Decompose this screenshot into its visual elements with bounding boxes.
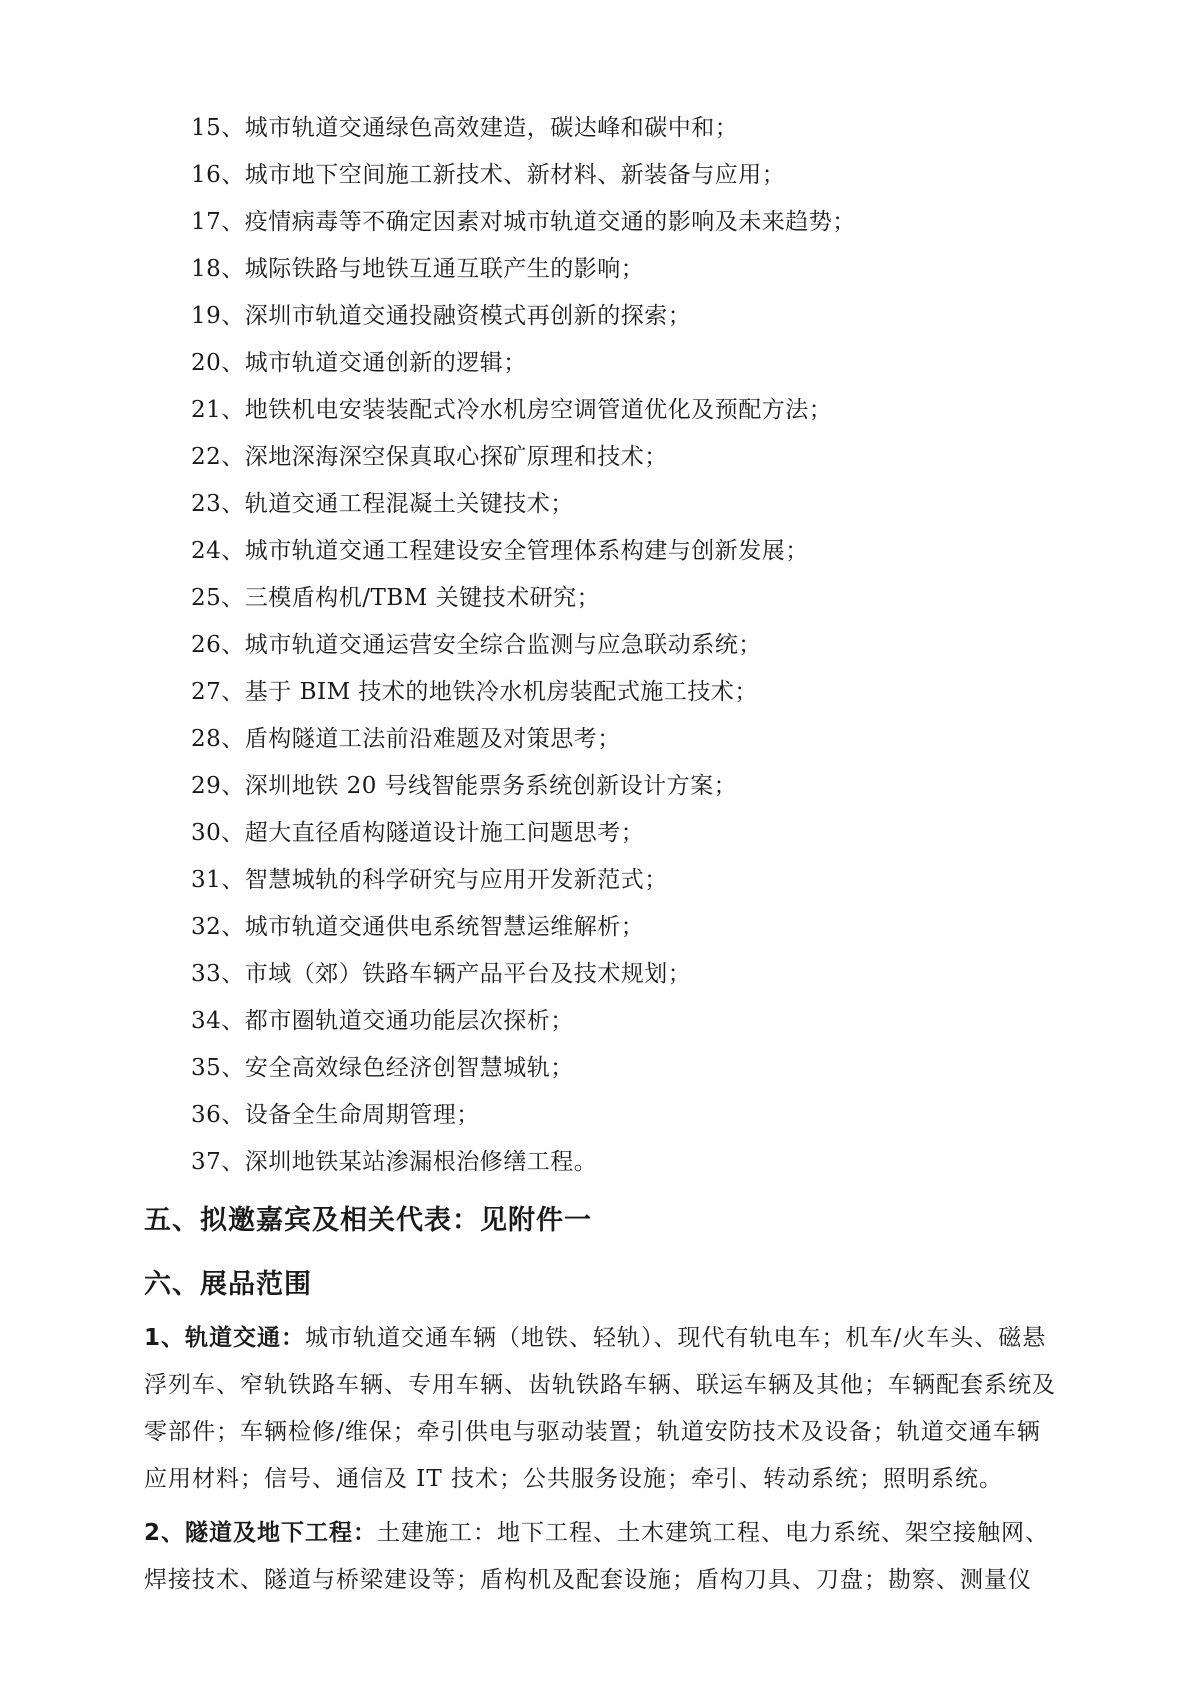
list-item: 25、三模盾构机/TBM 关键技术研究；: [191, 585, 601, 611]
topic-list: [191, 105, 856, 1186]
paragraph-lead: 1、轨道交通：: [144, 1325, 306, 1351]
list-item: 20、城市轨道交通创新的逻辑；: [191, 350, 527, 376]
list-item: 33、市域（郊）铁路车辆产品平台及技术规划；: [191, 961, 692, 987]
list-item: 18、城际铁路与地铁互通互联产生的影响；: [191, 256, 645, 282]
list-item: 21、地铁机电安装装配式冷水机房空调管道优化及预配方法；: [191, 397, 833, 423]
list-item: 34、都市圈轨道交通功能层次探析；: [191, 1008, 574, 1034]
list-item: 28、盾构隧道工法前沿难题及对策思考；: [191, 726, 621, 752]
exhibit-paragraph-tunnel: [144, 1510, 1064, 1604]
list-item: 29、深圳地铁 20 号线智能票务系统创新设计方案；: [191, 773, 738, 799]
list-item: 30、超大直径盾构隧道设计施工问题思考；: [191, 820, 645, 846]
exhibit-paragraph-rail-transit: [144, 1315, 1064, 1503]
list-item: 22、深地深海深空保真取心探矿原理和技术；: [191, 444, 668, 470]
list-item: 17、疫情病毒等不确定因素对城市轨道交通的影响及未来趋势；: [191, 209, 856, 235]
list-item: 26、城市轨道交通运营安全综合监测与应急联动系统；: [191, 632, 762, 658]
paragraph-body: 城市轨道交通车辆（地铁、轻轨）、现代有轨电车；机车/火车头、磁悬浮列车、窄轨铁路车辆、专用车辆、齿轨铁路车辆、联运车辆及其他；车辆配套系统及零部件；车辆检修/维保；牵引供电与驱动装置；轨道安防技术及设备；轨道交通车辆应用材料；信号、通信及 IT 技术；公共服务设施；牵引、转动系统；照明系统。: [144, 1325, 1056, 1492]
paragraph-body: 土建施工：地下工程、土木建筑工程、电力系统、架空接触网、焊接技术、隧道与桥梁建设等；盾构机及配套设施；盾构刀具、刀盘；勘察、测量仪: [144, 1520, 1050, 1593]
list-item: 15、城市轨道交通绿色高效建造，碳达峰和碳中和；: [191, 115, 739, 141]
list-item: 32、城市轨道交通供电系统智慧运维解析；: [191, 914, 645, 940]
list-item: 36、设备全生命周期管理；: [191, 1102, 480, 1128]
paragraph-lead: 2、隧道及地下工程：: [144, 1520, 378, 1546]
list-item: 24、城市轨道交通工程建设安全管理体系构建与创新发展；: [191, 538, 809, 564]
list-item: 31、智慧城轨的科学研究与应用开发新范式；: [191, 867, 668, 893]
section-heading-exhibits: 六、展品范围: [144, 1269, 312, 1300]
list-item: 23、轨道交通工程混凝土关键技术；: [191, 491, 574, 517]
section-heading-guests: 五、拟邀嘉宾及相关代表：见附件一: [144, 1205, 592, 1236]
list-item: 16、城市地下空间施工新技术、新材料、新装备与应用；: [191, 162, 786, 188]
list-item: 35、安全高效绿色经济创智慧城轨；: [191, 1055, 574, 1081]
list-item: 27、基于 BIM 技术的地铁冷水机房装配式施工技术；: [191, 679, 758, 705]
list-item: 37、深圳地铁某站渗漏根治修缮工程。: [191, 1149, 598, 1175]
list-item: 19、深圳市轨道交通投融资模式再创新的探索；: [191, 303, 692, 329]
